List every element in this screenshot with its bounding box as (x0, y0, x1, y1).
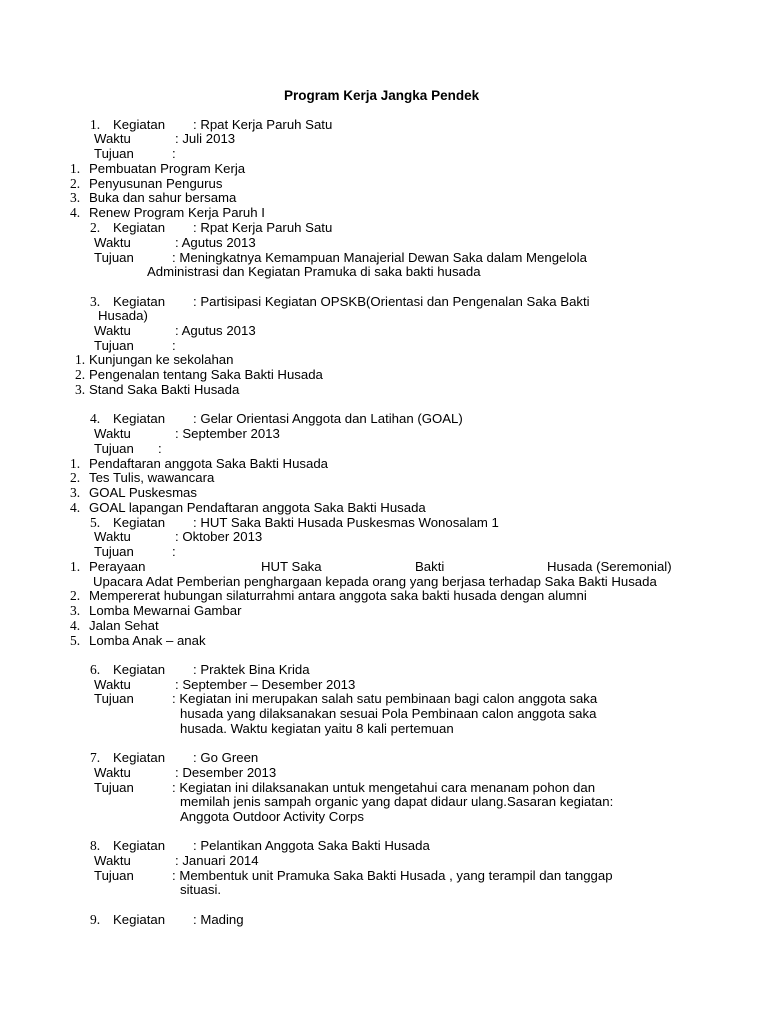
goal-colon: : (172, 544, 176, 559)
list-item: Mempererat hubungan silaturrahmi antara anggota saka bakti husada dengan alumni (89, 588, 587, 603)
goal-value-continued: memilah jenis sampah organic yang dapat didaur ulang.Sasaran kegiatan: (180, 794, 614, 809)
time-label: Waktu (94, 529, 131, 544)
activity-number: 2. (90, 220, 101, 235)
activity-value: : Go Green (193, 750, 259, 765)
goal-value-continued: Administrasi dan Kegiatan Pramuka di saka bakti husada (147, 264, 481, 279)
list-number: 5. (70, 633, 81, 648)
goal-label: Tujuan (94, 868, 134, 883)
time-label: Waktu (94, 426, 131, 441)
activity-number: 7. (90, 750, 101, 765)
activity-number: 5. (90, 515, 101, 530)
activity-value: : Gelar Orientasi Anggota dan Latihan (GOAL) (193, 411, 463, 426)
list-number: 4. (70, 205, 81, 220)
activity-label: Kegiatan (113, 662, 166, 677)
goal-colon: : (158, 441, 162, 456)
time-label: Waktu (94, 235, 131, 250)
goal-value: : Meningkatnya Kemampuan Manajerial Dewan Saka dalam Mengelola (172, 250, 587, 265)
activity-label: Kegiatan (113, 912, 166, 927)
list-number: 4. (70, 500, 81, 515)
activity-value: : Pelantikan Anggota Saka Bakti Husada (193, 838, 430, 853)
time-label: Waktu (94, 677, 131, 692)
goal-label: Tujuan (94, 250, 134, 265)
goal-value-continued: Anggota Outdoor Activity Corps (180, 809, 364, 824)
time-value: : Agutus 2013 (175, 323, 256, 338)
time-value: : Oktober 2013 (175, 529, 263, 544)
list-item: Husada (Seremonial) (547, 559, 672, 574)
list-item: Pendaftaran anggota Saka Bakti Husada (89, 456, 329, 471)
activity-label: Kegiatan (113, 117, 166, 132)
time-value: : Desember 2013 (175, 765, 277, 780)
list-number: 1. (70, 161, 81, 176)
goal-value: : Kegiatan ini merupakan salah satu pembinaan bagi calon anggota saka (172, 691, 598, 706)
list-number: 3. (70, 190, 81, 205)
activity-number: 9. (90, 912, 101, 927)
activity-value: : Praktek Bina Krida (193, 662, 310, 677)
list-number: 1. (70, 559, 81, 574)
list-item: Bakti (415, 559, 445, 574)
time-label: Waktu (94, 323, 131, 338)
list-number: 3. (75, 382, 86, 397)
list-number: 1. (75, 352, 86, 367)
list-item: Buka dan sahur bersama (89, 190, 237, 205)
goal-label: Tujuan (94, 780, 134, 795)
activity-number: 4. (90, 411, 101, 426)
activity-label: Kegiatan (113, 220, 166, 235)
list-number: 1. (70, 456, 81, 471)
list-item: GOAL lapangan Pendaftaran anggota Saka Bakti Husada (89, 500, 426, 515)
page-title: Program Kerja Jangka Pendek (284, 88, 480, 103)
list-item: Lomba Anak – anak (89, 633, 206, 648)
time-value: : September – Desember 2013 (175, 677, 356, 692)
goal-value-continued: husada yang dilaksanakan sesuai Pola Pembinaan calon anggota saka (180, 706, 597, 721)
list-item: GOAL Puskesmas (89, 485, 197, 500)
goal-value: : Membentuk unit Pramuka Saka Bakti Husada , yang terampil dan tanggap (172, 868, 613, 883)
list-item: Pengenalan tentang Saka Bakti Husada (89, 367, 323, 382)
list-number: 2. (70, 588, 81, 603)
goal-colon: : (172, 146, 176, 161)
activity-number: 6. (90, 662, 101, 677)
activity-value-continued: Husada) (98, 308, 148, 323)
activity-label: Kegiatan (113, 750, 166, 765)
time-value: : Januari 2014 (175, 853, 259, 868)
list-item: Penyusunan Pengurus (89, 176, 223, 191)
list-item: Jalan Sehat (89, 618, 159, 633)
goal-value: : Kegiatan ini dilaksanakan untuk mengetahui cara menanam pohon dan (172, 780, 596, 795)
list-number: 4. (70, 618, 81, 633)
activity-number: 8. (90, 838, 101, 853)
time-value: : September 2013 (175, 426, 280, 441)
time-label: Waktu (94, 765, 131, 780)
list-number: 3. (70, 603, 81, 618)
list-number: 2. (75, 367, 86, 382)
goal-label: Tujuan (94, 441, 134, 456)
list-number: 2. (70, 176, 81, 191)
list-item: HUT Saka (261, 559, 322, 574)
time-label: Waktu (94, 131, 131, 146)
list-item: Lomba Mewarnai Gambar (89, 603, 242, 618)
activity-value: : HUT Saka Bakti Husada Puskesmas Wonosalam 1 (193, 515, 499, 530)
activity-label: Kegiatan (113, 515, 166, 530)
activity-number: 1. (90, 117, 101, 132)
goal-value-continued: situasi. (180, 882, 222, 897)
list-item: Kunjungan ke sekolahan (89, 352, 234, 367)
list-item-continued: Upacara Adat Pemberian penghargaan kepada orang yang berjasa terhadap Saka Bakti Husada (93, 574, 657, 589)
goal-label: Tujuan (94, 146, 134, 161)
activity-value: : Rpat Kerja Paruh Satu (193, 220, 333, 235)
list-item: Perayaan (89, 559, 146, 574)
list-number: 3. (70, 485, 81, 500)
time-value: : Agutus 2013 (175, 235, 256, 250)
goal-colon: : (172, 338, 176, 353)
list-item: Pembuatan Program Kerja (89, 161, 246, 176)
list-item: Tes Tulis, wawancara (89, 470, 215, 485)
time-value: : Juli 2013 (175, 131, 236, 146)
list-item: Stand Saka Bakti Husada (89, 382, 240, 397)
list-number: 2. (70, 470, 81, 485)
activity-label: Kegiatan (113, 411, 166, 426)
activity-label: Kegiatan (113, 294, 166, 309)
goal-label: Tujuan (94, 691, 134, 706)
activity-value: : Rpat Kerja Paruh Satu (193, 117, 333, 132)
goal-label: Tujuan (94, 338, 134, 353)
activity-value: : Mading (193, 912, 244, 927)
goal-label: Tujuan (94, 544, 134, 559)
activity-label: Kegiatan (113, 838, 166, 853)
activity-number: 3. (90, 294, 101, 309)
goal-value-continued: husada. Waktu kegiatan yaitu 8 kali pertemuan (180, 721, 454, 736)
activity-value: : Partisipasi Kegiatan OPSKB(Orientasi dan Pengenalan Saka Bakti (193, 294, 590, 309)
time-label: Waktu (94, 853, 131, 868)
list-item: Renew Program Kerja Paruh I (89, 205, 265, 220)
